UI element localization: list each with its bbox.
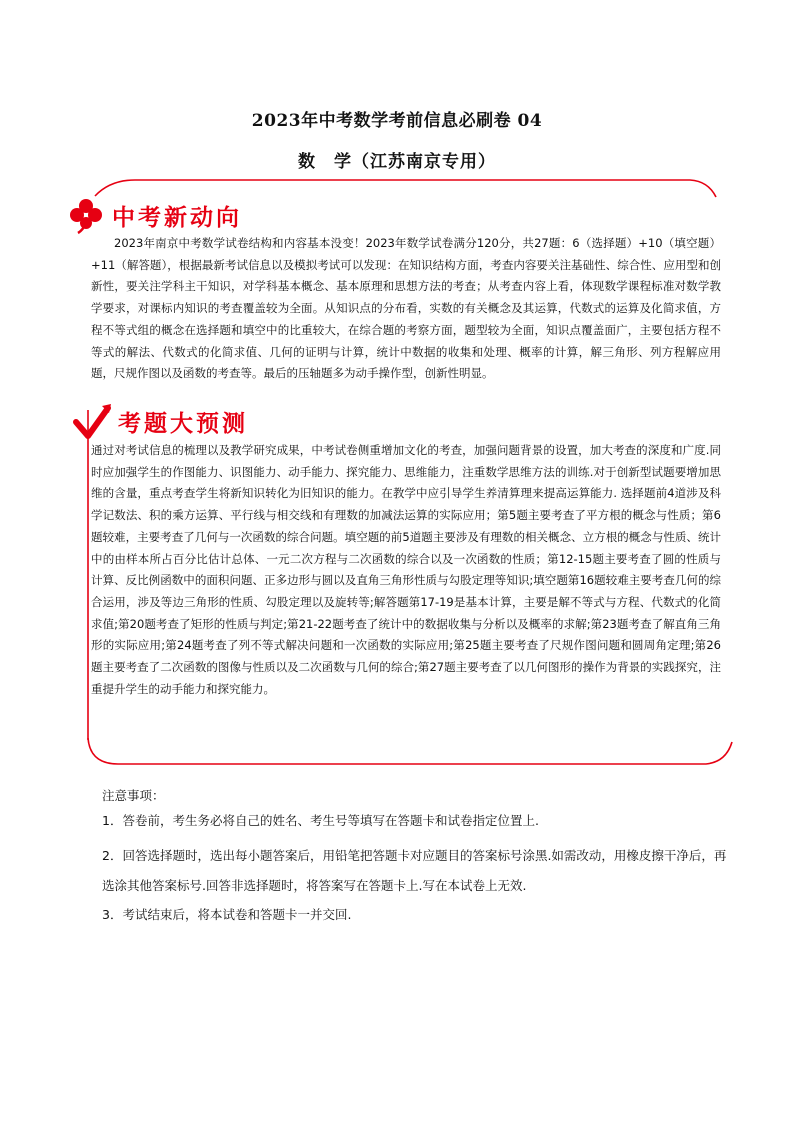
section-header-new-trends [66, 195, 242, 235]
paragraph-new-trends: 2023年南京中考数学试卷结构和内容基本没变！2023年数学试卷满分120分，共27题：6（选择题）+10（填空题）+11（解答题），根据最新考试信息以及模拟考试可以发现：在知识结构方面，考查内容要关注基础性、综合性、应用型和创新性，要关注学科主干知识，对学科基本概念、基本原理和思想方法的考查；从考查内容上看，体现数学课程标准对数学教学要求，对课标内知识的考查覆盖较为全面。从知识点的分布看，实数的有关概念及其运算，代数式的运算及化简求值，方程不等式组的概念在选择题和填空中的比重较大，在综合题的考察方面，题型较为全面，知识点覆盖面广，主要包括方程不等式的解法、代数式的化简求值、几何的证明与计算，统计中数据的收集和处理、概率的计算，解三角形、列方程解应用题，尺规作图以及函数的考查等。最后的压轴题多为动手操作型，创新性明显。 [91, 236, 721, 381]
section-heading: 中考新动向 [112, 204, 242, 231]
section-heading: 考题大预测 [118, 410, 248, 437]
notice-item: 2．回答选择题时，选出每小题答案后，用铅笔把答题卡对应题目的答案标号涂黑.如需改动，用橡皮擦干净后，再选涂其他答案标号.回答非选择题时，将答案写在答题卡上.写在本试卷上无效. [102, 848, 727, 893]
paragraph-predictions: 通过对考试信息的梳理以及教学研究成果，中考试卷侧重增加文化的考查，加强问题背景的设置，加大考查的深度和广度.同时应加强学生的作图能力、识图能力、动手能力、探究能力、思维能力，注重数学思维方法的训练.对于创新型试题要增加思维的含量，重点考查学生将新知识转化为旧知识的能力。在教学中应引导学生养清算理来提高运算能力. 选择题前4道涉及科学记数法、积的乘方运算、平行线与相交线和有理数的加减法运算的实际应用；第5题主要考查了平方根的概念与性质；第6题较难，主要考查了几何与一次函数的综合问题。填空题的前5道题主要涉及有理数的相关概念、立方根的概念与性质、统计中的由样本所占百分比估计总体、一元二次方程与二次函数的综合以及一次函数的性质；第12-15题主要考查了圆的性质与计算、反比例函数中的面积问题、正多边形与圆以及直角三角形性质与勾股定理等知识;填空题第16题较难主要考查几何的综合运用，涉及等边三角形的性质、勾股定理以及旋转等;解答题第17-19是基本计算，主要是解不等式与方程、代数式的化简求值;第20题考查了矩形的性质与判定;第21-22题考查了统计中的数据收集与分析以及概率的求解;第23题考查了解直角三角形的实际应用;第24题考查了列不等式解决问题和一次函数的实际应用;第25题主要考查了尺规作图问题和圆周角定理;第26题主要考查了二次函数的图像与性质以及二次函数与几何的综合;第27题主要考查了以几何图形的操作为背景的实践探究，注重提升学生的动手能力和探究能力。 [91, 443, 721, 696]
section-header-predictions [72, 400, 248, 442]
notice-item: 3．考试结束后，将本试卷和答题卡一并交回. [102, 907, 352, 922]
page-subtitle: 数 学（江苏南京专用） [298, 152, 496, 172]
notice-title: 注意事项： [102, 788, 165, 803]
notice-item: 1．答卷前，考生务必将自己的姓名、考生号等填写在答题卡和试卷指定位置上. [102, 813, 539, 828]
page-title: 2023年中考数学考前信息必刷卷 04 [251, 111, 543, 131]
checkmark-arrow-icon [72, 400, 114, 442]
four-leaf-clover-icon [66, 195, 106, 235]
